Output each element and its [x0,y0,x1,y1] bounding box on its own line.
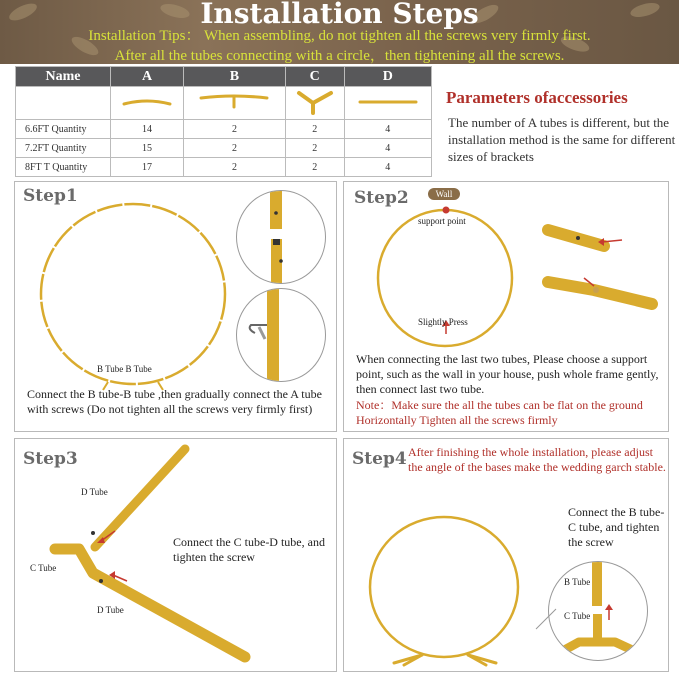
table-picture-row [16,87,432,120]
slightly-press-label: Slightly Press [418,317,468,327]
step4-title: Step4 [352,449,407,469]
step1-title: Step1 [23,186,78,206]
step1-zoom-bottom [236,288,326,382]
step3-panel [14,438,337,672]
table-row: 6.6FT Quantity 14 2 2 4 [16,120,432,139]
tip-line-1: Installation Tips： When assembling, do not tighten all the screws very firmly first. [88,28,591,44]
d-tube-top-label: D Tube [81,487,108,497]
table-header-row [16,67,432,87]
table-header: Name [16,67,111,87]
step4-note: After finishing the whole installation, please adjust the angle of the bases make the wedding garch stable. [408,445,666,474]
parameters-title: Parameters ofaccessories [446,88,628,107]
step1-text: Connect the B tube-B tube ,then gradually connect the A tube with screws (Do not tighten all the screws very firmly first) [27,387,322,416]
step4-zoom [548,561,648,661]
step2-note: Note：Make sure the all the tubes can be flat on the ground Horizontally Tighten all the screws firmly [356,398,643,427]
tube-a-image [111,87,184,120]
zoom-pointer [536,609,556,629]
tube-d-image [344,87,431,120]
step4-ring-illustration [364,515,534,669]
c-tube-label: C Tube [30,563,57,573]
parameters-description: The number of A tubes is different, but the installation method is the same for different sizes of brackets [448,115,676,164]
table-header: C [285,67,344,87]
support-point-label: support point [418,216,466,226]
parameters-table [15,66,432,177]
step4-panel [343,438,669,672]
table-row: 7.2FT Quantity 15 2 2 4 [16,139,432,158]
step2-text: When connecting the last two tubes, Please choose a support point, such as the wall in your house, push whole frame gently, then connect last two tube. [356,352,659,396]
step3-text: Connect the C tube-D tube, and tighten the screw [173,535,325,564]
step1-zoom-top [236,190,326,284]
step1-panel [14,181,337,432]
d-tube-bottom-label: D Tube [97,605,124,615]
header-banner [0,0,679,64]
step3-title: Step3 [23,449,78,469]
tube-c-image [285,87,344,120]
step2-panel [343,181,669,432]
tube-b-image [184,87,286,120]
wall-tag: Wall [428,188,460,200]
step2-tube-closeups [544,220,656,330]
c-tube-label: C Tube [564,611,591,621]
table-header: A [111,67,184,87]
step1-ring-illustration [33,198,233,390]
b-tube-label: B Tube [564,577,591,587]
tip-line-2: After all the tubes connecting with a circle，then tightening all the screws. [114,48,565,64]
table-row: 8FT T Quantity 17 2 2 4 [16,158,432,177]
step1-tube-label: B Tube B Tube [97,364,152,374]
page-title: Installation Steps [200,0,479,30]
table-header: B [184,67,286,87]
step2-title: Step2 [354,188,409,208]
step4-text: Connect the B tube-C tube, and tighten the screw [568,505,665,549]
table-header: D [344,67,431,87]
